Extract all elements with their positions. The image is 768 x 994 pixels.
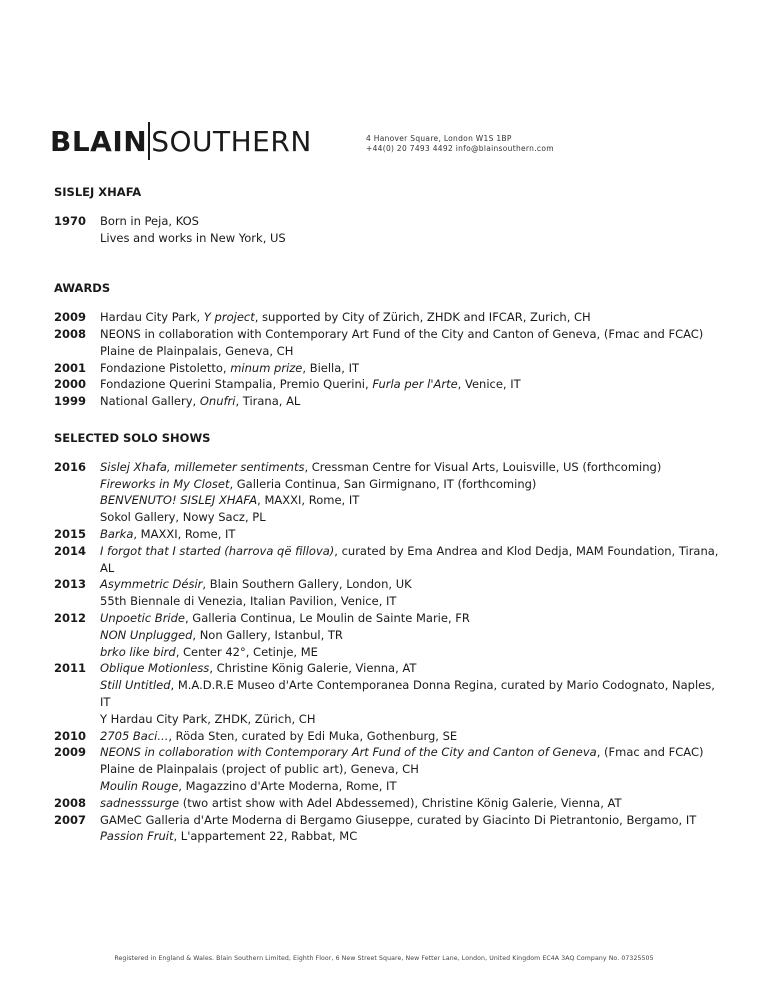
cv-entry-row — [54, 795, 728, 812]
entry-year — [54, 509, 100, 526]
entry-text — [100, 744, 728, 761]
entry-title-italic: Barka — [100, 526, 134, 541]
entry-detail: , Cressman Centre for Visual Arts, Louisville, US (forthcoming) — [304, 459, 662, 474]
entry-detail: , Röda Sten, curated by Edi Muka, Gothenburg, SE — [168, 728, 458, 743]
cv-entry-row — [54, 459, 728, 476]
entry-detail: , MAXXI, Rome, IT — [257, 493, 360, 508]
entry-detail: , Blain Southern Gallery, London, UK — [202, 577, 412, 592]
cv-entry-row — [54, 376, 728, 393]
bio-row — [54, 213, 728, 230]
entry-year — [54, 828, 100, 845]
cv-entry-row — [54, 761, 728, 778]
entry-detail: , Center 42°, Cetinje, ME — [175, 644, 318, 659]
entry-text — [100, 509, 728, 526]
entry-year — [54, 711, 100, 728]
entry-text — [100, 360, 728, 377]
entry-title-italic: brko like bird — [100, 644, 176, 659]
cv-entry-row — [54, 828, 728, 845]
entry-detail: , Christine König Galerie, Vienna, AT — [209, 661, 417, 676]
entry-text — [100, 778, 728, 795]
entry-text — [100, 543, 728, 577]
entry-year: 2007 — [54, 812, 87, 827]
entry-year — [54, 627, 100, 644]
entry-text — [100, 644, 728, 661]
entry-detail: Plaine de Plainpalais, Geneva, CH — [100, 343, 294, 358]
entry-title-italic: Still Untitled — [100, 678, 171, 693]
entry-year: 2016 — [54, 459, 87, 474]
entry-detail: , curated by Ema Andrea and Klod Dedja, MAM Foundation, Tirana, AL — [100, 543, 719, 575]
entry-text — [100, 343, 728, 360]
entry-detail: Fondazione Pistoletto, — [100, 360, 231, 375]
address-line-2: +44(0) 20 7493 4492 info@blainsouthern.com — [366, 144, 554, 153]
entry-title-italic: I forgot that I started (harrova që fillova) — [100, 543, 335, 558]
company-registration-footer: Registered in England & Wales. Blain Southern Limited, Eighth Floor, 6 New Street Square, New Fetter Lane, London, United Kingdom EC4A 3AQ Company No. 07325505 — [114, 955, 654, 962]
entry-year: 2001 — [54, 360, 87, 375]
entry-text — [100, 812, 728, 829]
cv-content — [54, 184, 728, 845]
entry-detail: , Magazzino d'Arte Moderna, Rome, IT — [178, 778, 397, 793]
address-line-1: 4 Hanover Square, London W1S 1BP — [366, 134, 512, 143]
entry-text — [100, 828, 728, 845]
entry-year — [54, 644, 100, 661]
entry-year — [54, 778, 100, 795]
entry-title-italic: minum prize — [230, 360, 303, 375]
entry-text — [100, 526, 728, 543]
entry-title-italic: Moulin Rouge — [100, 778, 179, 793]
entry-year — [54, 761, 100, 778]
entry-year — [54, 343, 100, 360]
entry-text — [100, 576, 728, 593]
awards-heading: AWARDS — [54, 281, 111, 296]
entry-year: 2013 — [54, 577, 87, 592]
cv-entry-row — [54, 728, 728, 745]
bio-row — [54, 230, 728, 247]
entry-detail: , Galleria Continua, San Girmignano, IT (forthcoming) — [229, 476, 537, 491]
entry-detail: , L'appartement 22, Rabbat, MC — [173, 829, 358, 844]
cv-entry-row — [54, 360, 728, 377]
entry-detail: Y Hardau City Park, ZHDK, Zürich, CH — [100, 711, 316, 726]
cv-entry-row — [54, 812, 728, 829]
cv-entry-row — [54, 509, 728, 526]
cv-entry-row — [54, 526, 728, 543]
cv-entry-row — [54, 326, 728, 343]
cv-entry-row — [54, 343, 728, 360]
cv-entry-row — [54, 778, 728, 795]
entry-detail: Sokol Gallery, Nowy Sacz, PL — [100, 510, 266, 525]
entry-year: 1999 — [54, 394, 87, 409]
letterhead — [50, 120, 718, 170]
entry-text — [100, 393, 728, 410]
cv-entry-row — [54, 476, 728, 493]
entry-detail: , Non Gallery, Istanbul, TR — [192, 627, 343, 642]
entry-detail: , Biella, IT — [302, 360, 360, 375]
entry-title-italic: 2705 Baci... — [100, 728, 169, 743]
entry-year: 2008 — [54, 326, 87, 341]
awards-list — [54, 309, 728, 410]
entry-title-italic: Oblique Motionless — [100, 661, 210, 676]
entry-year: 2014 — [54, 543, 87, 558]
cv-entry-row — [54, 492, 728, 509]
entry-text — [100, 677, 728, 711]
solo-shows-list — [54, 459, 728, 845]
cv-entry-row — [54, 576, 728, 593]
entry-detail: , MAXXI, Rome, IT — [133, 526, 236, 541]
entry-title-italic: sadnesssurge — [100, 795, 180, 810]
gallery-address — [366, 134, 554, 154]
entry-year — [54, 492, 100, 509]
entry-text — [100, 593, 728, 610]
entry-detail: GAMeC Galleria d'Arte Moderna di Bergamo Giuseppe, curated by Giacinto Di Pietrantonio, Bergamo, IT — [100, 812, 697, 827]
entry-title-italic: NEONS in collaboration with Contemporary Art Fund of the City and Canton of Geneva — [100, 745, 597, 760]
cv-entry-row — [54, 660, 728, 677]
entry-year: 2008 — [54, 795, 87, 810]
entry-title-italic: BENVENUTO! SISLEJ XHAFA — [100, 493, 258, 508]
entry-year: 2011 — [54, 661, 87, 676]
entry-text — [100, 610, 728, 627]
entry-text — [100, 326, 728, 343]
entry-detail: , Tirana, AL — [235, 394, 301, 409]
entry-text — [100, 627, 728, 644]
residence: Lives and works in New York, US — [100, 230, 286, 245]
entry-detail: Hardau City Park, — [100, 310, 204, 325]
entry-detail: , Venice, IT — [457, 377, 521, 392]
entry-detail: 55th Biennale di Venezia, Italian Pavilion, Venice, IT — [100, 594, 397, 609]
cv-entry-row — [54, 644, 728, 661]
entry-year — [54, 593, 100, 610]
entry-title-italic: Sislej Xhafa, millemeter sentiments — [100, 459, 305, 474]
entry-year: 2015 — [54, 526, 87, 541]
entry-text — [100, 795, 728, 812]
entry-detail: National Gallery, — [100, 394, 200, 409]
entry-detail: , supported by City of Zürich, ZHDK and IFCAR, Zurich, CH — [254, 310, 591, 325]
entry-text — [100, 761, 728, 778]
entry-title-italic: Onufri — [199, 394, 236, 409]
entry-title-italic: Y project — [203, 310, 255, 325]
entry-text — [100, 476, 728, 493]
entry-text — [100, 459, 728, 476]
entry-text — [100, 660, 728, 677]
cv-entry-row — [54, 627, 728, 644]
entry-title-italic: Asymmetric Désir — [100, 577, 203, 592]
entry-text — [100, 492, 728, 509]
entry-title-italic: Unpoetic Bride — [100, 610, 185, 625]
entry-year: 2000 — [54, 377, 87, 392]
cv-entry-row — [54, 309, 728, 326]
entry-year: 2009 — [54, 310, 87, 325]
entry-year: 2012 — [54, 610, 87, 625]
entry-text — [100, 711, 728, 728]
entry-detail: (two artist show with Adel Abdessemed), Christine König Galerie, Vienna, AT — [179, 795, 622, 810]
entry-detail: NEONS in collaboration with Contemporary Art Fund of the City and Canton of Geneva, (Fmac and FCAC) — [100, 326, 704, 341]
entry-detail: Fondazione Querini Stampalia, Premio Querini, — [100, 377, 373, 392]
entry-text — [100, 376, 728, 393]
cv-entry-row — [54, 543, 728, 577]
entry-title-italic: NON Unplugged — [100, 627, 193, 642]
entry-detail: Plaine de Plainpalais (project of public art), Geneva, CH — [100, 762, 419, 777]
entry-year — [54, 476, 100, 493]
logo-divider — [148, 122, 150, 160]
cv-entry-row — [54, 677, 728, 711]
entry-text — [100, 728, 728, 745]
entry-text — [100, 309, 728, 326]
bio-entries — [54, 213, 728, 247]
cv-entry-row — [54, 610, 728, 627]
entry-title-italic: Passion Fruit — [100, 829, 174, 844]
logo-southern: SOUTHERN — [151, 125, 312, 158]
birth-year: 1970 — [54, 213, 87, 228]
entry-detail: , Galleria Continua, Le Moulin de Sainte Marie, FR — [185, 610, 470, 625]
entry-year — [54, 677, 100, 711]
blain-southern-logo — [50, 122, 312, 162]
solo-shows-heading: SELECTED SOLO SHOWS — [54, 430, 211, 445]
entry-title-italic: Furla per l'Arte — [372, 377, 458, 392]
cv-entry-row — [54, 744, 728, 761]
birth-place: Born in Peja, KOS — [100, 213, 199, 228]
entry-detail: , M.A.D.R.E Museo d'Arte Contemporanea Donna Regina, curated by Mario Codognato, Naples, IT — [100, 678, 715, 709]
cv-entry-row — [54, 393, 728, 410]
entry-year: 2009 — [54, 745, 87, 760]
entry-title-italic: Fireworks in My Closet — [100, 476, 230, 491]
entry-year: 2010 — [54, 728, 87, 743]
cv-entry-row — [54, 711, 728, 728]
logo-blain: BLAIN — [50, 125, 148, 158]
entry-detail: , (Fmac and FCAC) — [596, 745, 704, 760]
artist-name: SISLEJ XHAFA — [54, 185, 142, 199]
cv-entry-row — [54, 593, 728, 610]
